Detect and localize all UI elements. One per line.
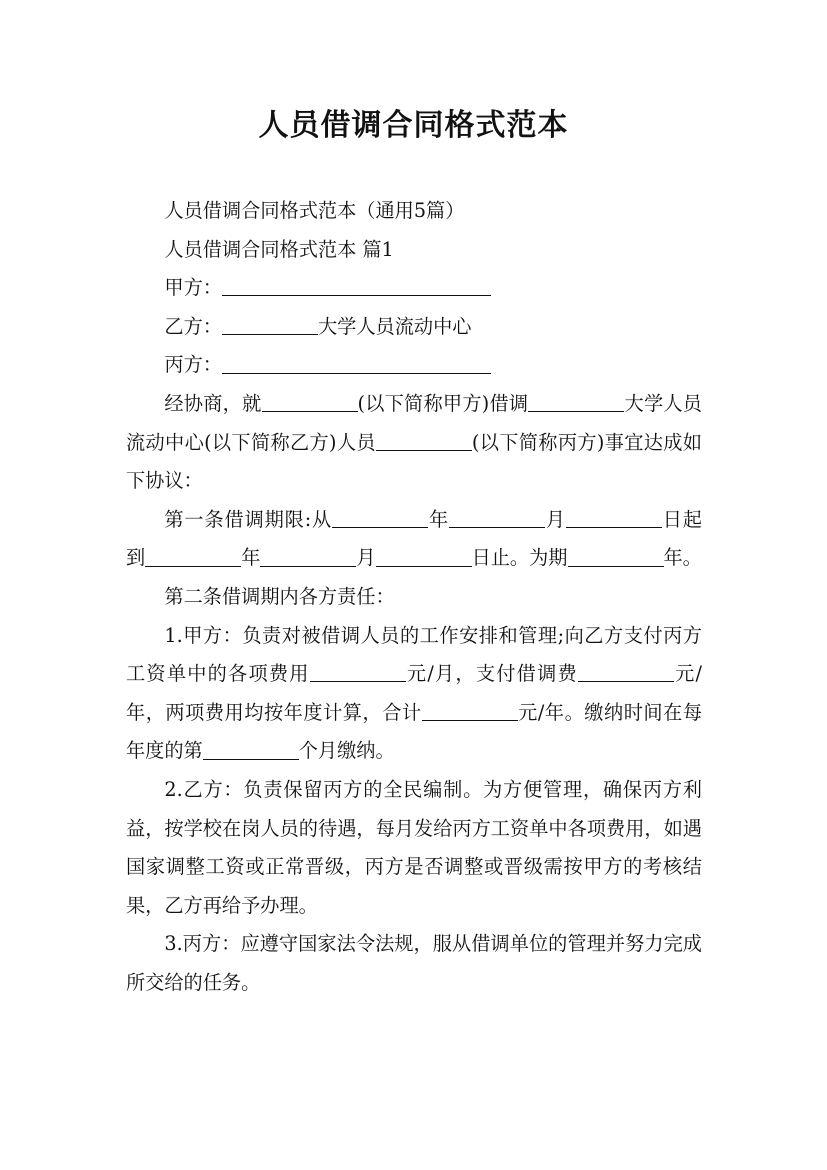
article-1-paragraph <box>126 501 702 578</box>
clause-text: 1.甲方：负责对被借调人员的工作安排和管理;向乙方支付丙方工资单中的各项费用 <box>126 623 702 686</box>
article-text: 第一条借调期限:从 <box>164 507 333 531</box>
article-text: 年 <box>428 507 449 531</box>
clause-2-paragraph: 2.乙方：负责保留丙方的全民编制。为方便管理，确保丙方利益，按学校在岗人员的待遇，每月发给丙方工资单中各项费用，如遇国家调整工资或正常晋级，丙方是否调整或晋级需按甲方的考核结果，乙方再给予办理。 <box>126 777 702 917</box>
clause-1-paragraph <box>126 617 702 771</box>
party-a-label: 甲方： <box>164 276 222 300</box>
blank-line <box>203 738 299 759</box>
blank-line <box>528 391 624 412</box>
intro-text: (以下简称甲方)借调 <box>357 391 529 415</box>
blank-line <box>376 430 472 451</box>
party-c-line <box>126 346 702 385</box>
article-text: 月 <box>545 507 566 531</box>
clause-text: 元/年，两项费用均按年度计算，合计 <box>126 662 703 724</box>
blank-line <box>566 507 662 528</box>
blank-line <box>376 545 472 566</box>
blank-line <box>222 353 491 374</box>
document-body <box>126 192 702 1002</box>
article-text: 日起到 <box>126 507 702 570</box>
intro-text: 大学人员流动中心(以下简称乙方)人员 <box>126 391 702 454</box>
party-b-suffix: 大学人员流动中心 <box>317 314 472 338</box>
party-b-line <box>126 308 702 347</box>
article-text: 日止。为期 <box>471 546 568 570</box>
blank-line <box>332 507 428 528</box>
blank-line <box>260 545 356 566</box>
article-text: 年。 <box>663 546 702 570</box>
intro-text: 经协商，就 <box>164 391 262 415</box>
article-text: 月 <box>356 546 376 570</box>
article-2-heading: 第二条借调期内各方责任： <box>164 584 395 608</box>
party-a-line <box>126 269 702 308</box>
intro-text: (以下简称丙方)事宜达成如下协议： <box>126 430 702 493</box>
document-subtitle: 人员借调合同格式范本（通用5篇） <box>164 199 465 222</box>
clause-text: 元/月，支付借调费 <box>405 662 578 686</box>
blank-line <box>422 700 518 721</box>
section-heading: 人员借调合同格式范本 篇1 <box>164 237 394 261</box>
clause-3-paragraph: 3.丙方：应遵守国家法令法规，服从借调单位的管理并努力完成所交给的任务。 <box>126 932 702 994</box>
blank-line <box>222 275 491 296</box>
party-b-label: 乙方： <box>164 314 222 338</box>
article-text: 年 <box>241 546 261 570</box>
blank-line <box>568 545 664 566</box>
blank-line <box>578 661 674 682</box>
clause-text: 元/年。缴纳时间在每年度的第 <box>126 700 703 763</box>
document-title: 人员借调合同格式范本 <box>258 108 569 143</box>
blank-line <box>449 507 545 528</box>
blank-line <box>262 391 358 412</box>
blank-line <box>310 661 406 682</box>
blank-line <box>145 545 241 566</box>
party-c-label: 丙方： <box>164 353 222 377</box>
intro-paragraph <box>126 385 702 501</box>
blank-line <box>222 314 318 335</box>
clause-text: 个月缴纳。 <box>298 739 395 763</box>
